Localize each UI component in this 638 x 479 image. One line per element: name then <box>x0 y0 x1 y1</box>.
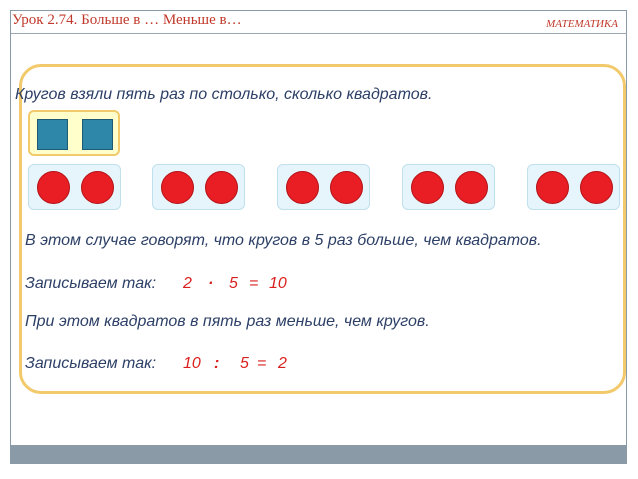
circle-group <box>152 164 245 210</box>
circle-group <box>527 164 620 210</box>
circle-shape <box>205 171 238 204</box>
equation-divide <box>0 355 638 377</box>
circle-group <box>277 164 370 210</box>
circle-group <box>402 164 495 210</box>
subject-label: МАТЕМАТИКА <box>546 18 618 30</box>
statement-less: При этом квадратов в пять раз меньше, чем кругов. <box>25 313 430 330</box>
record-label: Записываем так: <box>25 355 157 372</box>
footer-bar <box>11 445 627 463</box>
equation-operator: : <box>214 355 220 372</box>
circle-shape <box>536 171 569 204</box>
circle-shape <box>286 171 319 204</box>
square-shape <box>82 119 113 150</box>
equation-result: 10 <box>269 275 287 292</box>
squares-group <box>28 110 120 156</box>
equation-term: 10 <box>183 355 201 372</box>
equation-term: 5 <box>229 275 238 292</box>
circle-shape <box>411 171 444 204</box>
equation-term: 5 <box>240 355 249 372</box>
circle-shape <box>161 171 194 204</box>
equation-equals: = <box>249 275 259 292</box>
intro-text: Кругов взяли пять раз по столько, сколько квадратов. <box>15 86 433 103</box>
circle-shape <box>455 171 488 204</box>
equation-equals: = <box>257 355 267 372</box>
statement-more: В этом случае говорят, что кругов в 5 раз больше, чем квадратов. <box>25 232 542 249</box>
circle-group <box>28 164 121 210</box>
circle-shape <box>580 171 613 204</box>
lesson-title: Урок 2.74. Больше в … Меньше в… <box>12 12 242 28</box>
circle-shape <box>37 171 70 204</box>
circle-shape <box>330 171 363 204</box>
record-label: Записываем так: <box>25 275 157 292</box>
equation-result: 2 <box>278 355 287 372</box>
header-divider <box>11 33 627 34</box>
equation-multiply <box>0 275 638 297</box>
equation-operator: · <box>208 275 214 292</box>
equation-term: 2 <box>183 275 192 292</box>
circle-shape <box>81 171 114 204</box>
square-shape <box>37 119 68 150</box>
